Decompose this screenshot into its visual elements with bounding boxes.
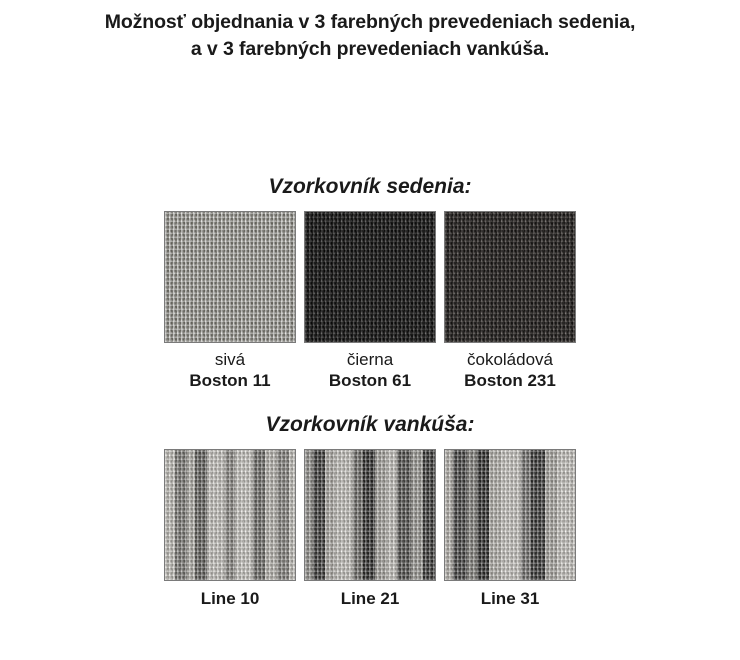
seat-swatch-labels (464, 349, 556, 391)
swatch-line-10 (164, 449, 296, 581)
swatch-boston-11 (164, 211, 296, 343)
fabric-texture-overlay (445, 212, 575, 342)
seat-color-code: Boston 11 (189, 371, 271, 390)
cushion-swatch-item (164, 449, 296, 609)
swatch-boston-61 (304, 211, 436, 343)
cushion-swatch-item (304, 449, 436, 609)
seat-section-title: Vzorkovník sedenia: (268, 175, 472, 198)
page-title-line-1: Možnosť objednania v 3 farebných prevedeniach sedenia, (104, 11, 636, 33)
fabric-texture-overlay (305, 450, 435, 580)
seat-color-name: čierna (346, 350, 394, 369)
cushion-color-code: Line 21 (340, 589, 400, 608)
swatch-line-31 (444, 449, 576, 581)
cushion-color-code: Line 10 (200, 589, 260, 608)
seat-swatch-item (164, 211, 296, 391)
swatch-line-21 (304, 449, 436, 581)
seat-color-code: Boston 61 (328, 371, 412, 390)
swatch-boston-231 (444, 211, 576, 343)
seat-color-code: Boston 231 (464, 371, 556, 390)
page-title (0, 0, 740, 63)
fabric-texture-overlay (165, 212, 295, 342)
cushion-swatch-row (0, 449, 740, 609)
fabric-texture-overlay (305, 212, 435, 342)
seat-swatch-labels (189, 349, 270, 391)
fabric-texture-overlay (165, 450, 295, 580)
seat-swatch-row (0, 211, 740, 391)
seat-color-name: sivá (214, 350, 246, 369)
seat-color-name: čokoládová (466, 350, 553, 369)
cushion-color-code: Line 31 (480, 589, 540, 608)
cushion-section-title: Vzorkovník vankúša: (265, 413, 475, 436)
seat-swatch-item (444, 211, 576, 391)
cushion-swatch-item (444, 449, 576, 609)
seat-swatch-item (304, 211, 436, 391)
page-title-line-2: a v 3 farebných prevedeniach vankúša. (190, 38, 550, 60)
seat-swatch-labels (329, 349, 411, 391)
fabric-texture-overlay (445, 450, 575, 580)
